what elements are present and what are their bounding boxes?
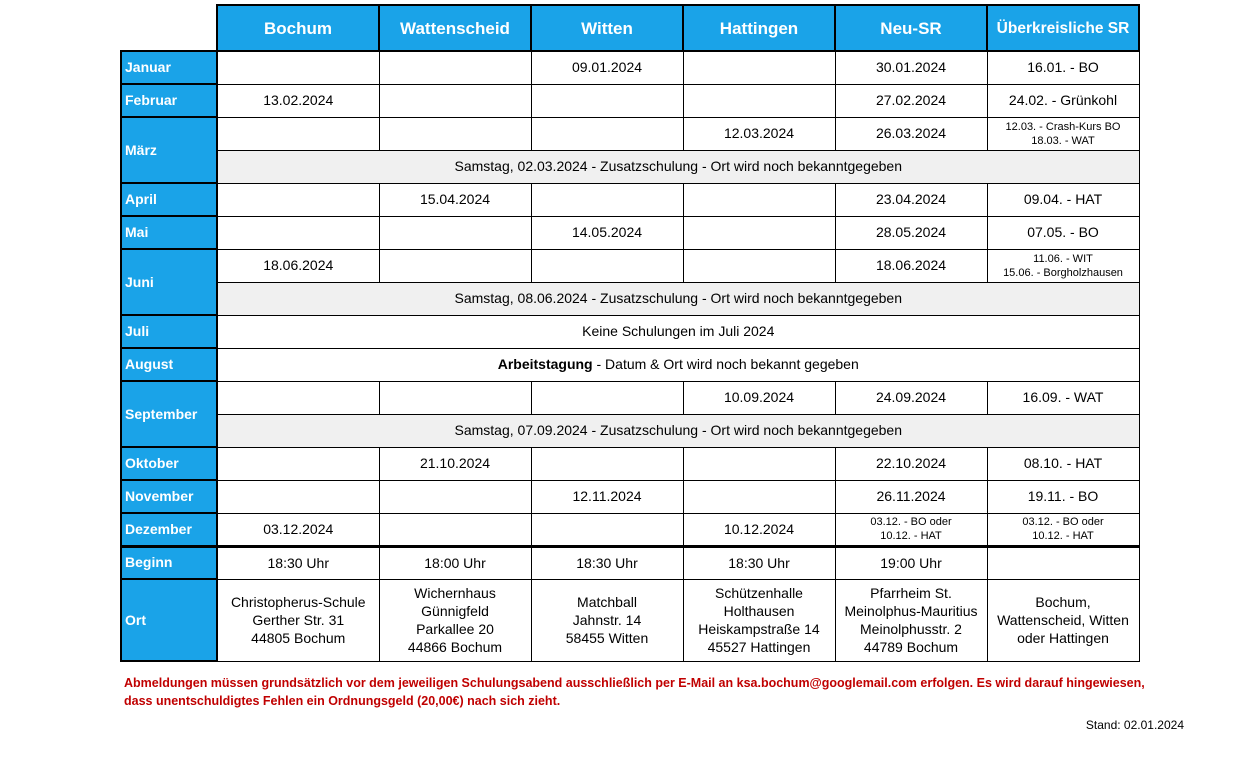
ort-cell-neu-sr (835, 579, 987, 661)
month-label: Oktober (121, 447, 217, 480)
table-cell (379, 513, 531, 546)
table-row (121, 579, 1139, 661)
table-cell: 18:00 Uhr (379, 546, 531, 579)
cell-line: 03.12. - BO oder (870, 516, 952, 528)
month-label: Juni (121, 249, 217, 315)
note-cell (217, 348, 1139, 381)
table-cell: 13.02.2024 (217, 84, 379, 117)
table-cell (531, 84, 683, 117)
table-cell (379, 117, 531, 150)
table-cell (379, 84, 531, 117)
month-label: August (121, 348, 217, 381)
table-cell (379, 381, 531, 414)
ort-label: Ort (121, 579, 217, 661)
ort-line: 45527 Hattingen (707, 639, 811, 655)
table-cell: 26.03.2024 (835, 117, 987, 150)
table-cell: 21.10.2024 (379, 447, 531, 480)
table-cell: 16.01. - BO (987, 51, 1139, 84)
column-header-wattenscheid: Wattenscheid (379, 5, 531, 51)
cell-line: 10.12. - HAT (880, 530, 942, 542)
table-cell (217, 480, 379, 513)
month-label: Dezember (121, 513, 217, 546)
ort-cell-bochum (217, 579, 379, 661)
column-header-witten: Witten (531, 5, 683, 51)
table-row (121, 480, 1139, 513)
cell-line: 11.06. - WIT (1033, 252, 1093, 265)
table-cell (531, 249, 683, 282)
table-cell: 14.05.2024 (531, 216, 683, 249)
table-cell (683, 249, 835, 282)
ort-cell-hattingen (683, 579, 835, 661)
table-cell: 16.09. - WAT (987, 381, 1139, 414)
ort-cell-witten (531, 579, 683, 661)
beginn-label: Beginn (121, 546, 217, 579)
table-cell: 27.02.2024 (835, 84, 987, 117)
table-cell: 19.11. - BO (987, 480, 1139, 513)
zusatzschulung-cell: Samstag, 02.03.2024 - Zusatzschulung - Ort wird noch bekanntgegeben (217, 150, 1139, 183)
table-cell (683, 51, 835, 84)
ort-line: 44789 Bochum (863, 639, 959, 655)
table-cell: 19:00 Uhr (835, 546, 987, 579)
table-row (121, 216, 1139, 249)
column-header-neu-sr: Neu-SR (835, 5, 987, 51)
corner-cell (121, 5, 217, 51)
table-cell (683, 183, 835, 216)
ort-line: Heiskampstraße 14 (698, 621, 820, 637)
table-cell (531, 513, 683, 546)
table-cell (379, 480, 531, 513)
table-cell (835, 513, 987, 546)
cell-line: 15.06. - Borgholzhausen (1003, 266, 1123, 279)
table-cell (683, 216, 835, 249)
ort-line: Schützenhalle (715, 585, 803, 601)
table-cell: 08.10. - HAT (987, 447, 1139, 480)
table-cell (217, 381, 379, 414)
table-cell (987, 117, 1139, 150)
ort-line: Parkallee 20 (416, 621, 494, 637)
column-header-ueberkreisliche-sr: Überkreisliche SR (987, 5, 1139, 51)
ort-line: 58455 Witten (565, 630, 649, 646)
ort-cell-wattenscheid (379, 579, 531, 661)
table-row (121, 150, 1139, 183)
cell-line: 12.03. - Crash-Kurs BO (1005, 120, 1121, 133)
table-cell: 18.06.2024 (835, 249, 987, 282)
table-row (121, 183, 1139, 216)
table-cell (987, 513, 1139, 546)
ort-line: Holthausen (723, 603, 795, 619)
table-cell (217, 216, 379, 249)
ort-line: oder Hattingen (1017, 630, 1109, 646)
note-bold: Arbeitstagung (497, 356, 593, 372)
month-label: Juli (121, 315, 217, 348)
ort-line: Pfarrheim St. (870, 585, 952, 601)
table-row (121, 447, 1139, 480)
table-cell (217, 117, 379, 150)
table-row (121, 117, 1139, 150)
ort-line: Wattenscheid, Witten (997, 612, 1129, 628)
stand-date: Stand: 02.01.2024 (1085, 718, 1184, 732)
ort-line: Jahnstr. 14 (572, 612, 642, 628)
cell-line: 10.12. - HAT (1032, 530, 1094, 542)
table-cell: 18:30 Uhr (217, 546, 379, 579)
ort-line: 44805 Bochum (251, 630, 346, 646)
zusatzschulung-cell: Samstag, 07.09.2024 - Zusatzschulung - Ort wird noch bekanntgegeben (217, 414, 1139, 447)
cell-line: 03.12. - BO oder (1022, 516, 1104, 528)
month-label: Januar (121, 51, 217, 84)
table-cell (987, 249, 1139, 282)
table-cell (379, 249, 531, 282)
ort-line: Wichernhaus (414, 585, 496, 601)
table-cell: 18.06.2024 (217, 249, 379, 282)
table-cell (217, 183, 379, 216)
table-row (121, 381, 1139, 414)
schedule-table (120, 4, 1140, 662)
table-cell: 12.03.2024 (683, 117, 835, 150)
table-cell (531, 117, 683, 150)
table-cell: 28.05.2024 (835, 216, 987, 249)
ort-line: Christopherus-Schule (230, 594, 366, 610)
column-header-bochum: Bochum (217, 5, 379, 51)
table-cell: 24.09.2024 (835, 381, 987, 414)
table-cell (379, 216, 531, 249)
table-cell (683, 447, 835, 480)
table-cell: 03.12.2024 (217, 513, 379, 546)
table-cell (217, 447, 379, 480)
table-row (121, 414, 1139, 447)
note-rest: - Datum & Ort wird noch bekannt gegeben (592, 356, 859, 372)
table-cell: 07.05. - BO (987, 216, 1139, 249)
table-cell (379, 51, 531, 84)
table-row (121, 84, 1139, 117)
table-cell: 12.11.2024 (531, 480, 683, 513)
table-cell (987, 546, 1139, 579)
table-row (121, 315, 1139, 348)
table-cell: 10.12.2024 (683, 513, 835, 546)
cell-line: 18.03. - WAT (1031, 134, 1095, 147)
ort-line: Meinolphus-Mauritius (844, 603, 978, 619)
month-label: September (121, 381, 217, 447)
table-row (121, 282, 1139, 315)
table-cell (531, 447, 683, 480)
table-cell (683, 480, 835, 513)
table-cell: 18:30 Uhr (531, 546, 683, 579)
ort-line: Gerther Str. 31 (252, 612, 345, 628)
table-cell (217, 51, 379, 84)
month-label: November (121, 480, 217, 513)
ort-line: Günnigfeld (421, 603, 489, 619)
table-cell: 10.09.2024 (683, 381, 835, 414)
table-cell: 09.01.2024 (531, 51, 683, 84)
table-row (121, 513, 1139, 546)
month-label: April (121, 183, 217, 216)
table-cell: 22.10.2024 (835, 447, 987, 480)
ort-line: Matchball (577, 594, 637, 610)
ort-line: Bochum, (1035, 594, 1091, 610)
table-cell: 15.04.2024 (379, 183, 531, 216)
table-row (121, 249, 1139, 282)
ort-line: Meinolphusstr. 2 (860, 621, 962, 637)
ort-cell-ueberkreisliche-sr (987, 579, 1139, 661)
table-cell: 18:30 Uhr (683, 546, 835, 579)
table-cell (683, 84, 835, 117)
table-cell: 09.04. - HAT (987, 183, 1139, 216)
month-label: März (121, 117, 217, 183)
table-row (121, 546, 1139, 579)
column-header-hattingen: Hattingen (683, 5, 835, 51)
month-label: Februar (121, 84, 217, 117)
table-cell (531, 381, 683, 414)
table-cell: 24.02. - Grünkohl (987, 84, 1139, 117)
ort-line: 44866 Bochum (407, 639, 503, 655)
cancellation-notice: Abmeldungen müssen grundsätzlich vor dem jeweiligen Schulungsabend ausschließlich per E-Mail an ksa.bochum@googlemail.com erfolgen. Es wird darauf hingewiesen, dass unentschuldigtes Fehlen ein Ordnungsgeld (20,00€) nach sich zieht. (124, 676, 1145, 708)
table-cell (531, 183, 683, 216)
note-cell: Keine Schulungen im Juli 2024 (217, 315, 1139, 348)
table-cell: 26.11.2024 (835, 480, 987, 513)
table-row (121, 51, 1139, 84)
month-label: Mai (121, 216, 217, 249)
table-row (121, 348, 1139, 381)
table-cell: 23.04.2024 (835, 183, 987, 216)
zusatzschulung-cell: Samstag, 08.06.2024 - Zusatzschulung - Ort wird noch bekanntgegeben (217, 282, 1139, 315)
table-cell: 30.01.2024 (835, 51, 987, 84)
